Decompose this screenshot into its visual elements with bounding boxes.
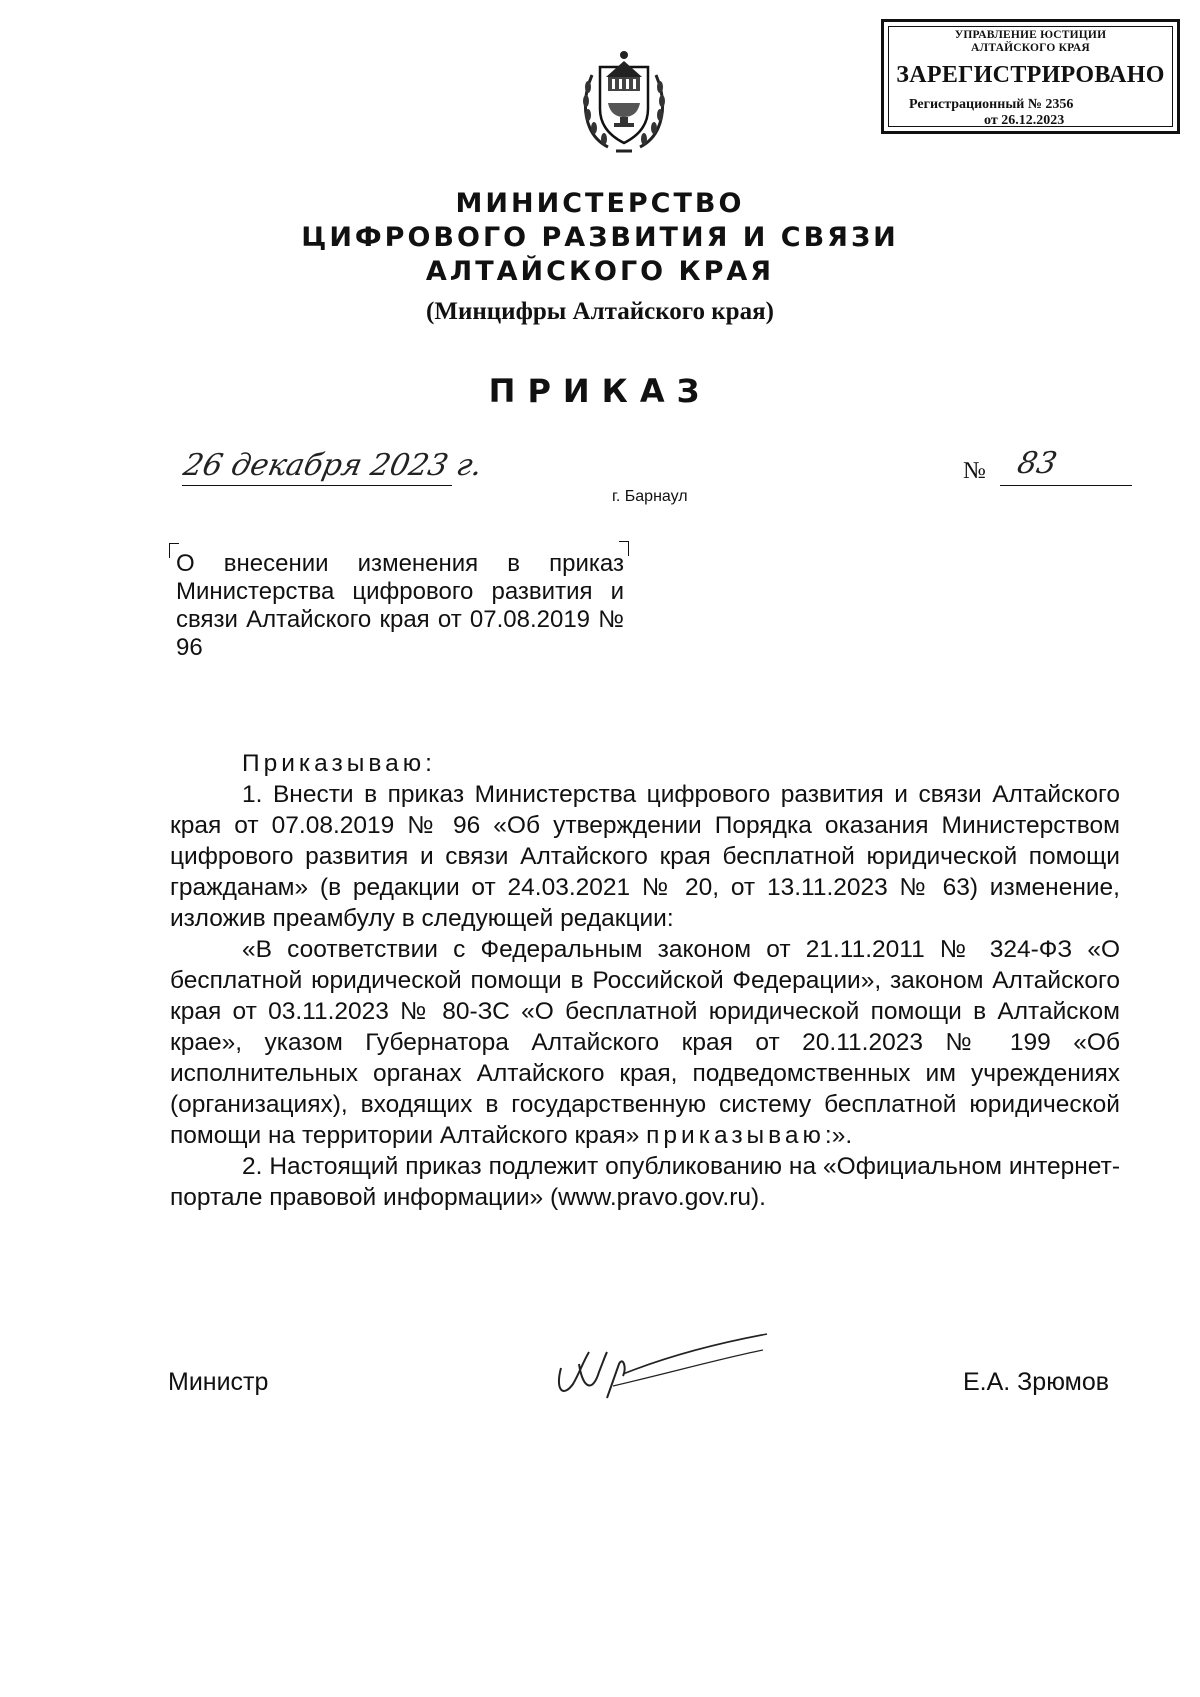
signatory-name: Е.А. Зрюмов <box>963 1368 1110 1396</box>
number-underline <box>1000 485 1132 486</box>
preamble-order-word: приказываю <box>646 1122 825 1149</box>
preamble-text: «В соответствии с Федеральным законом от 21.11.2011 № 324-ФЗ «О бесплатной юридической помощи в Российской Федерации», законом Алтайского края от 03.11.2023 № 80-ЗС «О бесплатной юридической помощи в Алтайском крае», указом Губернатора Алтайского края от 20.11.2023 № 199 «Об исполнительных органах Алтайского края, подведомственных им учреждениях (организациях), входящих в государственную систему бесплатной юридической помощи на территории Алтайского края» <box>170 936 1120 1149</box>
document-subject: О внесении изменения в приказ Министерства цифрового развития и связи Алтайского края от 07.08.2019 № 96 <box>176 550 624 661</box>
order-word <box>170 748 1120 779</box>
stamp-inner-frame <box>888 26 1173 127</box>
city-name: г. Барнаул <box>612 488 688 505</box>
org-name-line-3: АЛТАЙСКОГО КРАЯ <box>425 256 775 287</box>
handwritten-signature-icon <box>553 1328 773 1408</box>
number-label: № <box>963 458 986 484</box>
preamble-end: :». <box>824 1122 853 1149</box>
org-name-line-2: ЦИФРОВОГО РАЗВИТИЯ И СВЯЗИ <box>301 222 899 253</box>
paragraph-2: 2. Настоящий приказ подлежит опубликованию на «Официальном интернет-портале правовой информации» (www.pravo.gov.ru). <box>170 1153 1120 1211</box>
stamp-agency-line2: АЛТАЙСКОГО КРАЯ <box>971 42 1090 54</box>
order-word-text: Приказываю: <box>242 750 436 777</box>
date-underline <box>182 485 452 486</box>
paragraph-1: 1. Внести в приказ Министерства цифрового развития и связи Алтайского края от 07.08.2019 № 96 «Об утверждении Порядка оказания Министерством цифрового развития и связи Алтайского края бесплатной юридической помощи гражданам» (в редакции от 24.03.2021 № 20, от 13.11.2023 № 63) изменение, изложив преамбулу в следующей редакции: <box>170 781 1120 932</box>
org-short-name: (Минцифры Алтайского края) <box>426 298 774 325</box>
org-name-line-1: МИНИСТЕРСТВО <box>455 188 745 219</box>
signatory-role: Министр <box>168 1368 269 1396</box>
document-body <box>170 748 1120 1213</box>
stamp-registration-date: от 26.12.2023 <box>984 113 1065 128</box>
coat-of-arms-icon <box>578 47 670 155</box>
handwritten-date: 26 декабря 2023 г. <box>180 448 486 483</box>
registration-stamp <box>881 19 1180 134</box>
document-type-title: ПРИКАЗ <box>488 372 712 410</box>
handwritten-number: 83 <box>1014 446 1060 481</box>
stamp-registered-title: ЗАРЕГИСТРИРОВАНО <box>896 62 1165 88</box>
stamp-registration-number: Регистрационный № 2356 <box>909 97 1074 112</box>
paragraph-preamble <box>170 934 1120 1151</box>
stamp-agency-line1: УПРАВЛЕНИЕ ЮСТИЦИИ <box>954 29 1107 41</box>
